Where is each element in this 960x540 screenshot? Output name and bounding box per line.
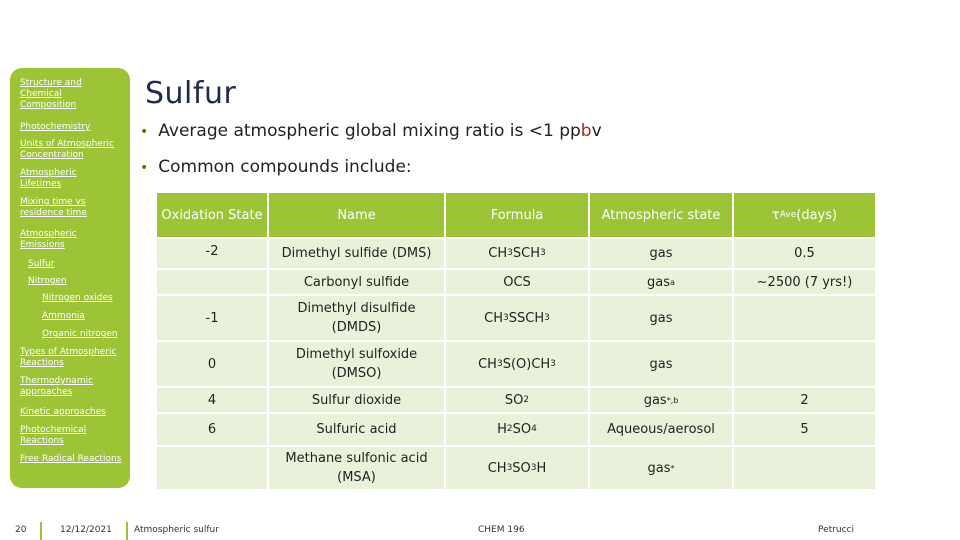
compound-state: gas * <box>647 460 675 476</box>
compound-name: Carbonyl sulfide <box>303 274 410 290</box>
compound-state: gas <box>649 246 673 261</box>
oxidation-cell: -1 <box>205 310 219 326</box>
compound-state: gas <box>649 310 673 326</box>
compound-name: Sulfuric acid <box>316 422 397 437</box>
nav-units[interactable]: Units of Atmospheric Concentration <box>20 139 114 160</box>
bullet2-text: Common compounds include: <box>158 157 412 177</box>
nav-reaction-types[interactable]: Types of Atmospheric Reactions <box>20 347 117 368</box>
nav-emissions[interactable]: Atmospheric Emissions <box>20 229 77 250</box>
compound-state: gas *,b <box>643 392 679 408</box>
footer-author: Petrucci <box>818 525 854 535</box>
oxidation-cell: -2 <box>205 243 219 259</box>
compound-formula: SO 2 <box>504 392 530 408</box>
compound-state: gas a <box>647 274 675 290</box>
oxidation-cell: 0 <box>207 356 217 372</box>
compound-name: Dimethyl sulfide (DMS) <box>281 246 432 261</box>
header-atmospheric-state: Atmospheric state <box>590 193 732 237</box>
compound-state: gas <box>649 356 673 372</box>
compound-formula: OCS <box>503 274 531 290</box>
header-lifetime: τ Ave (days) <box>734 193 875 237</box>
tau-symbol: τ <box>771 207 780 223</box>
header-name: Name <box>269 193 444 237</box>
nav-sulfur[interactable]: Sulfur <box>28 259 55 269</box>
bullet-common-compounds <box>140 157 412 177</box>
compound-formula: H 2 SO 4 <box>497 422 537 437</box>
nav-ammonia[interactable]: Ammonia <box>42 311 85 321</box>
nav-organic-nitrogen[interactable]: Organic nitrogen <box>42 329 118 339</box>
compound-name: Dimethyl disulfide (DMDS) <box>297 301 416 335</box>
nav-nitrogen[interactable]: Nitrogen <box>28 276 67 286</box>
bullet-dot-icon: • <box>140 160 149 176</box>
nav-thermodynamic[interactable]: Thermodynamic approaches <box>20 376 94 397</box>
oxidation-cell: 6 <box>207 422 217 437</box>
slide-title: Sulfur <box>145 76 237 111</box>
bullet1-text: Average atmospheric global mixing ratio is <1 pp <box>158 121 581 141</box>
footer-date: 12/12/2021 <box>60 525 112 535</box>
footer-slide-number: 20 <box>15 525 27 535</box>
compound-state: Aqueous/aerosol <box>607 422 715 437</box>
compound-lifetime: 2 <box>800 392 809 408</box>
compound-lifetime: ~2500 (7 yrs!) <box>756 274 853 290</box>
compound-formula: CH 3 SSCH 3 <box>484 310 550 326</box>
footer-course: CHEM 196 <box>478 525 525 535</box>
header-formula: Formula <box>446 193 588 237</box>
compound-formula: CH 3 SO 3 H <box>487 460 547 476</box>
nav-structure[interactable]: Structure and Chemical Composition <box>20 78 82 110</box>
compound-lifetime: 5 <box>800 422 809 437</box>
bullet-mixing-ratio <box>140 121 602 141</box>
nav-free-radical[interactable]: Free Radical Reactions <box>20 454 122 464</box>
header-oxidation-state: Oxidation State <box>157 193 267 237</box>
footer-topic: Atmospheric sulfur <box>134 525 219 535</box>
compound-formula: CH 3 SCH 3 <box>488 246 546 261</box>
nav-photochemical[interactable]: Photochemical Reactions <box>20 425 87 446</box>
nav-photochemistry[interactable]: Photochemistry <box>20 122 91 132</box>
nav-mixing-time[interactable]: Mixing time vs residence time <box>20 197 87 218</box>
oxidation-cell: 4 <box>207 392 217 408</box>
compound-lifetime: 0.5 <box>794 246 815 261</box>
nav-lifetimes[interactable]: Atmospheric Lifetimes <box>20 168 77 189</box>
compound-name: Methane sulfonic acid (MSA) <box>285 451 428 485</box>
bullet1-suffix: v <box>591 121 602 141</box>
bullet-dot-icon: • <box>140 124 149 140</box>
nav-nitrogen-oxides[interactable]: Nitrogen oxides <box>42 293 113 303</box>
compound-name: Dimethyl sulfoxide (DMSO) <box>295 347 418 381</box>
bullet1-highlight: b <box>580 121 592 141</box>
compound-name: Sulfur dioxide <box>311 392 402 408</box>
nav-kinetic[interactable]: Kinetic approaches <box>20 407 106 417</box>
compound-formula: CH 3 S(O)CH 3 <box>478 356 556 372</box>
sulfur-compounds-table <box>157 193 875 489</box>
